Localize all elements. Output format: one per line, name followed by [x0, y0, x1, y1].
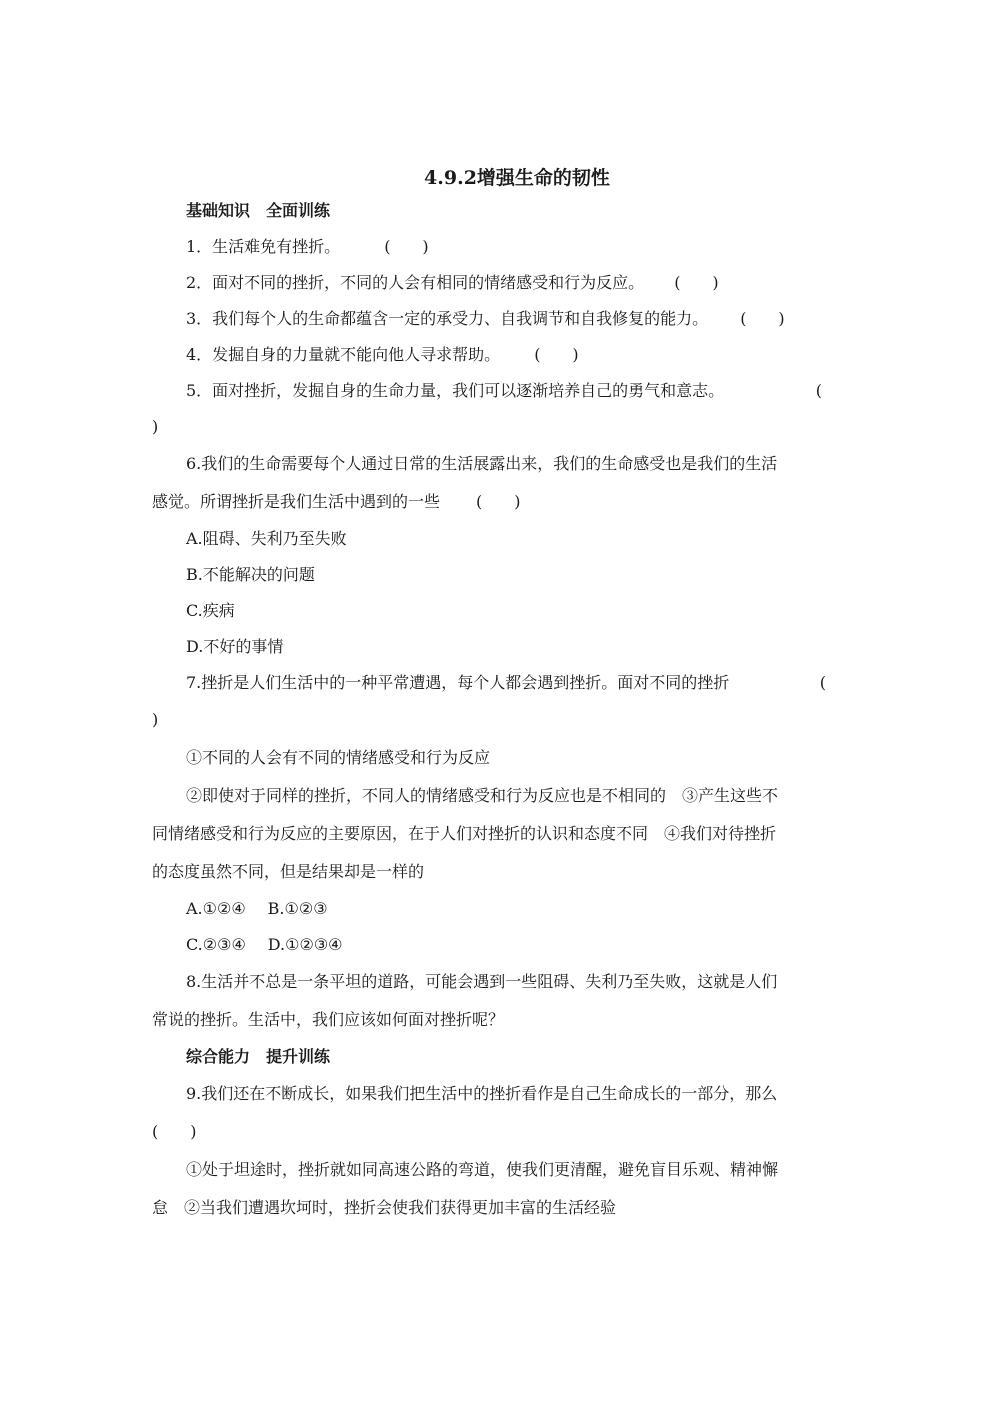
question-7-option-b: B.①②③ [267, 899, 328, 918]
question-7-text: 7.挫折是人们生活中的一种平常遭遇，每个人都会遇到挫折。面对不同的挫折 [186, 673, 730, 692]
question-7-option-c: C.②③④ [186, 935, 246, 954]
question-6-option-d: D.不好的事情 [186, 637, 284, 656]
question-3 [152, 301, 842, 337]
question-9-statement-line-1: ①处于坦途时，挫折就如同高速公路的弯道，使我们更清醒，避免盲目乐观、精神懈 [186, 1160, 779, 1179]
question-1-answer-blank: ( ) [384, 237, 429, 256]
question-7-paren-open: ( [819, 673, 826, 692]
question-7-paren-close: ) [152, 710, 159, 729]
question-7-statement-2-line-3: 的态度虽然不同，但是结果却是一样的 [152, 862, 425, 881]
question-3-answer-blank: ( ) [740, 309, 785, 328]
page-title: 4.9.2增强生命的韧性 [424, 167, 610, 189]
question-4-answer-blank: ( ) [534, 345, 579, 364]
document-page [152, 163, 842, 1227]
question-6-line-1: 6.我们的生命需要每个人通过日常的生活展露出来，我们的生命感受也是我们的生活 [186, 454, 778, 473]
question-5-continuation [152, 409, 842, 445]
question-6-line-2 [152, 483, 842, 521]
question-1-text: 1．生活难免有挫折。 [186, 237, 341, 256]
question-7-options-row-1 [152, 891, 842, 927]
question-7-options-row-2 [152, 927, 842, 963]
question-4-text: 4．发掘自身的力量就不能向他人寻求帮助。 [186, 345, 501, 364]
question-3-text: 3．我们每个人的生命都蕴含一定的承受力、自我调节和自我修复的能力。 [186, 309, 709, 328]
section-heading-advanced: 综合能力 提升训练 [186, 1047, 331, 1066]
question-9-line-1: 9.我们还在不断成长，如果我们把生活中的挫折看作是自己生命成长的一部分，那么 [186, 1084, 778, 1103]
question-2-text: 2．面对不同的挫折，不同的人会有相同的情绪感受和行为反应。 [186, 273, 645, 292]
question-9-answer-blank: ( ) [152, 1122, 197, 1141]
question-5-paren-close: ) [152, 417, 159, 436]
question-6-option-c: C.疾病 [186, 601, 235, 620]
question-6-option-a: A.阻碍、失利乃至失败 [186, 529, 347, 548]
question-7-option-d: D.①②③④ [267, 935, 343, 954]
question-8-line-2: 常说的挫折。生活中，我们应该如何面对挫折呢？ [152, 1010, 505, 1029]
question-5 [152, 373, 842, 409]
question-2-answer-blank: ( ) [674, 273, 719, 292]
question-6-answer-blank: ( ) [476, 492, 521, 511]
question-2 [152, 265, 842, 301]
question-7-statement-2-line-2: 同情绪感受和行为反应的主要原因，在于人们对挫折的认识和态度不同 ④我们对待挫折 [152, 824, 777, 843]
question-7-continuation [152, 701, 842, 739]
question-6-option-b: B.不能解决的问题 [186, 565, 315, 584]
question-5-text: 5．面对挫折，发掘自身的生命力量，我们可以逐渐培养自己的勇气和意志。 [186, 381, 725, 400]
question-7-statement-2-line-1: ②即使对于同样的挫折，不同人的情绪感受和行为反应也是不相同的 ③产生这些不 [186, 786, 779, 805]
section-heading-basic: 基础知识 全面训练 [186, 201, 331, 220]
question-9-statement-line-2: 怠 ②当我们遭遇坎坷时，挫折会使我们获得更加丰富的生活经验 [152, 1198, 617, 1217]
question-7-statement-1: ①不同的人会有不同的情绪感受和行为反应 [186, 748, 491, 767]
question-4 [152, 337, 842, 373]
question-8-line-1: 8.生活并不总是一条平坦的道路，可能会遇到一些阻碍、失利乃至失败，这就是人们 [186, 972, 778, 991]
question-7-option-a: A.①②④ [186, 899, 246, 918]
question-1 [152, 229, 842, 265]
question-9-answer-line [152, 1113, 842, 1151]
question-6-text: 感觉。所谓挫折是我们生活中遇到的一些 [152, 492, 441, 511]
question-7 [152, 665, 842, 701]
question-5-paren-open: ( [815, 381, 822, 400]
